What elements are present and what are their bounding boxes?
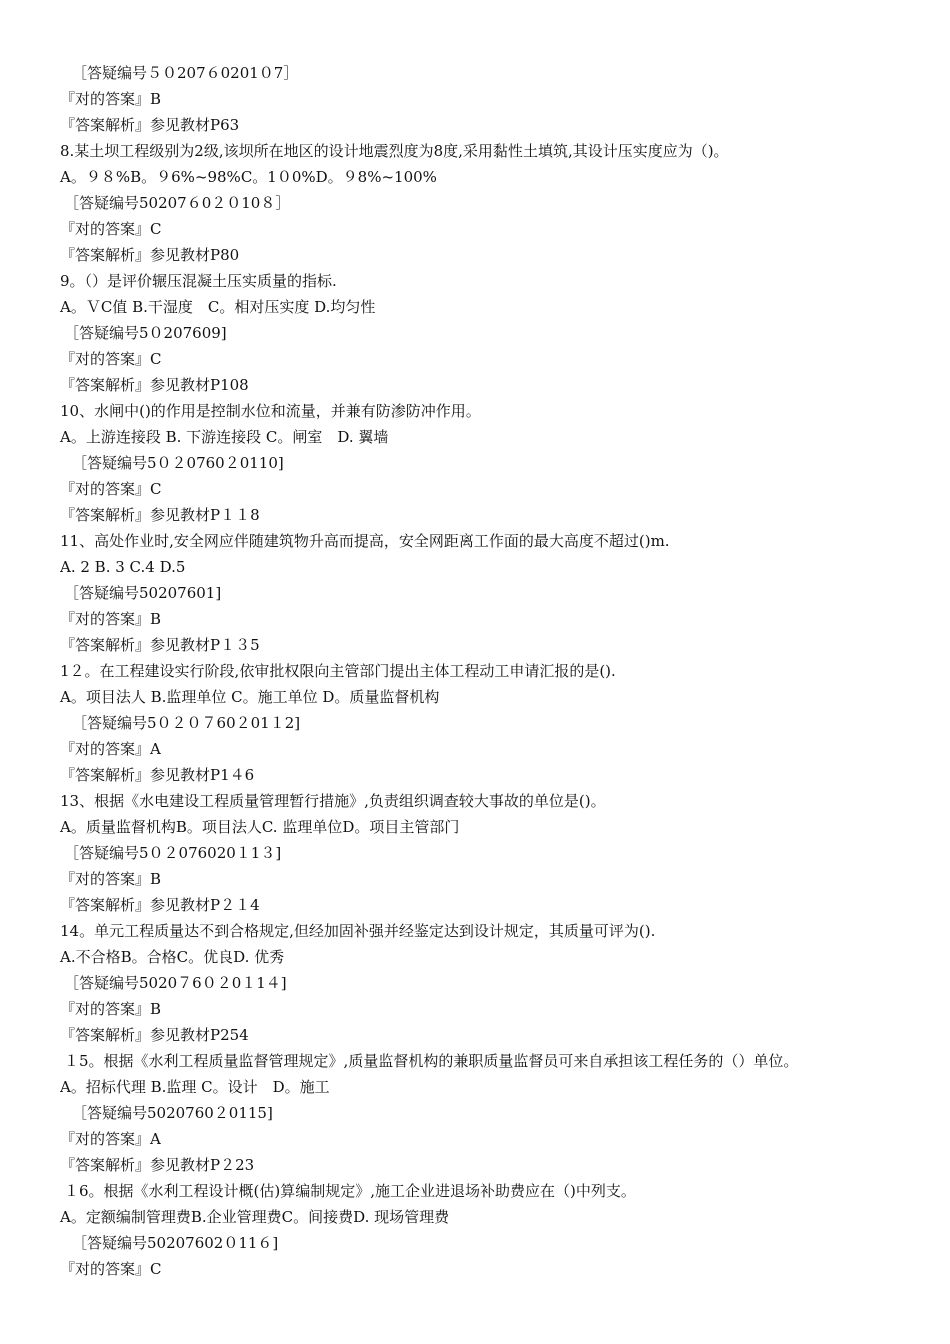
answer-id-line: ［答疑编号5020760２0115] bbox=[72, 1104, 273, 1122]
answer-analysis-line: 『答案解析』参见教材P80 bbox=[60, 246, 240, 264]
answer-analysis-line: 『答案解析』参见教材P２23 bbox=[60, 1156, 255, 1174]
question-8: 8.某土坝工程级别为2级,该坝所在地区的设计地震烈度为8度,采用黏性土填筑,其设计压实度应为（)。 bbox=[60, 142, 729, 160]
correct-answer-line: 『对的答案』B bbox=[60, 870, 162, 888]
answer-analysis-line: 『答案解析』参见教材P１３5 bbox=[60, 636, 260, 654]
correct-answer-line: 『对的答案』B bbox=[60, 610, 162, 628]
answer-analysis-line: 『答案解析』参见教材P254 bbox=[60, 1026, 249, 1044]
answer-id-line: ［答疑编号５０207６0201０7］ bbox=[72, 64, 299, 82]
correct-answer-line: 『对的答案』A bbox=[60, 740, 161, 758]
options-line: A。项目法人 B.监理单位 C。施工单位 D。质量监督机构 bbox=[60, 688, 440, 706]
answer-id-line: ［答疑编号5020７6０２0１1４] bbox=[64, 974, 287, 992]
options-line: A.不合格B。合格C。优良D. 优秀 bbox=[60, 948, 285, 966]
correct-answer-line: 『对的答案』A bbox=[60, 1130, 161, 1148]
options-line: A。ＶC值 B.干湿度 C。相对压实度 D.均匀性 bbox=[60, 298, 376, 316]
answer-id-line: ［答疑编号5０２076020１1３] bbox=[64, 844, 282, 862]
answer-analysis-line: 『答案解析』参见教材P１１8 bbox=[60, 506, 260, 524]
answer-id-line: ［答疑编号50207601] bbox=[64, 584, 222, 602]
options-line: A。９８%B。９6%~98%C。1０0%D。９8%~100% bbox=[60, 168, 437, 186]
answer-id-line: ［答疑编号5０２0760２0110] bbox=[72, 454, 284, 472]
answer-analysis-line: 『答案解析』参见教材P２１4 bbox=[60, 896, 260, 914]
answer-analysis-line: 『答案解析』参见教材P63 bbox=[60, 116, 240, 134]
answer-id-line: ［答疑编号5０207609] bbox=[64, 324, 227, 342]
answer-id-line: ［答疑编号5０２０７60２01１2] bbox=[72, 714, 301, 732]
correct-answer-line: 『对的答案』C bbox=[60, 1260, 162, 1278]
question-16: １6。根据《水利工程设计概(估)算编制规定》,施工企业进退场补助费应在（)中列支。 bbox=[64, 1182, 636, 1200]
correct-answer-line: 『对的答案』C bbox=[60, 480, 162, 498]
correct-answer-line: 『对的答案』B bbox=[60, 1000, 162, 1018]
question-11: 11、高处作业时,安全网应伴随建筑物升高而提高，安全网距离工作面的最大高度不超过()m. bbox=[60, 532, 670, 550]
answer-analysis-line: 『答案解析』参见教材P1４6 bbox=[60, 766, 255, 784]
question-10: 10、水闸中()的作用是控制水位和流量，并兼有防渗防冲作用。 bbox=[60, 402, 481, 420]
options-line: A. 2 B. 3 C.4 D.5 bbox=[60, 558, 186, 576]
answer-id-line: ［答疑编号50207602０11６] bbox=[72, 1234, 279, 1252]
answer-analysis-line: 『答案解析』参见教材P108 bbox=[60, 376, 249, 394]
question-12: 1２。在工程建设实行阶段,依审批权限向主管部门提出主体工程动工申请汇报的是(). bbox=[60, 662, 616, 680]
answer-id-line: ［答疑编号50207６0２０10８］ bbox=[64, 194, 291, 212]
question-14: 14。单元工程质量达不到合格规定,但经加固补强并经鉴定达到设计规定，其质量可评为(). bbox=[60, 922, 656, 940]
correct-answer-line: 『对的答案』B bbox=[60, 90, 162, 108]
correct-answer-line: 『对的答案』C bbox=[60, 350, 162, 368]
correct-answer-line: 『对的答案』C bbox=[60, 220, 162, 238]
question-15: １5。根据《水利工程质量监督管理规定》,质量监督机构的兼职质量监督员可来自承担该工程任务的（）单位。 bbox=[64, 1052, 799, 1070]
question-9: 9。（）是评价辗压混凝土压实质量的指标. bbox=[60, 272, 337, 290]
options-line: A。质量监督机构B。项目法人C. 监理单位D。项目主管部门 bbox=[60, 818, 460, 836]
question-13: 13、根据《水电建设工程质量管理暂行措施》,负责组织调查较大事故的单位是()。 bbox=[60, 792, 606, 810]
options-line: A。上游连接段 B. 下游连接段 C。闸室 D. 翼墙 bbox=[60, 428, 389, 446]
options-line: A。招标代理 B.监理 C。设计 D。施工 bbox=[60, 1078, 330, 1096]
options-line: A。定额编制管理费B.企业管理费C。间接费D. 现场管理费 bbox=[60, 1208, 450, 1226]
